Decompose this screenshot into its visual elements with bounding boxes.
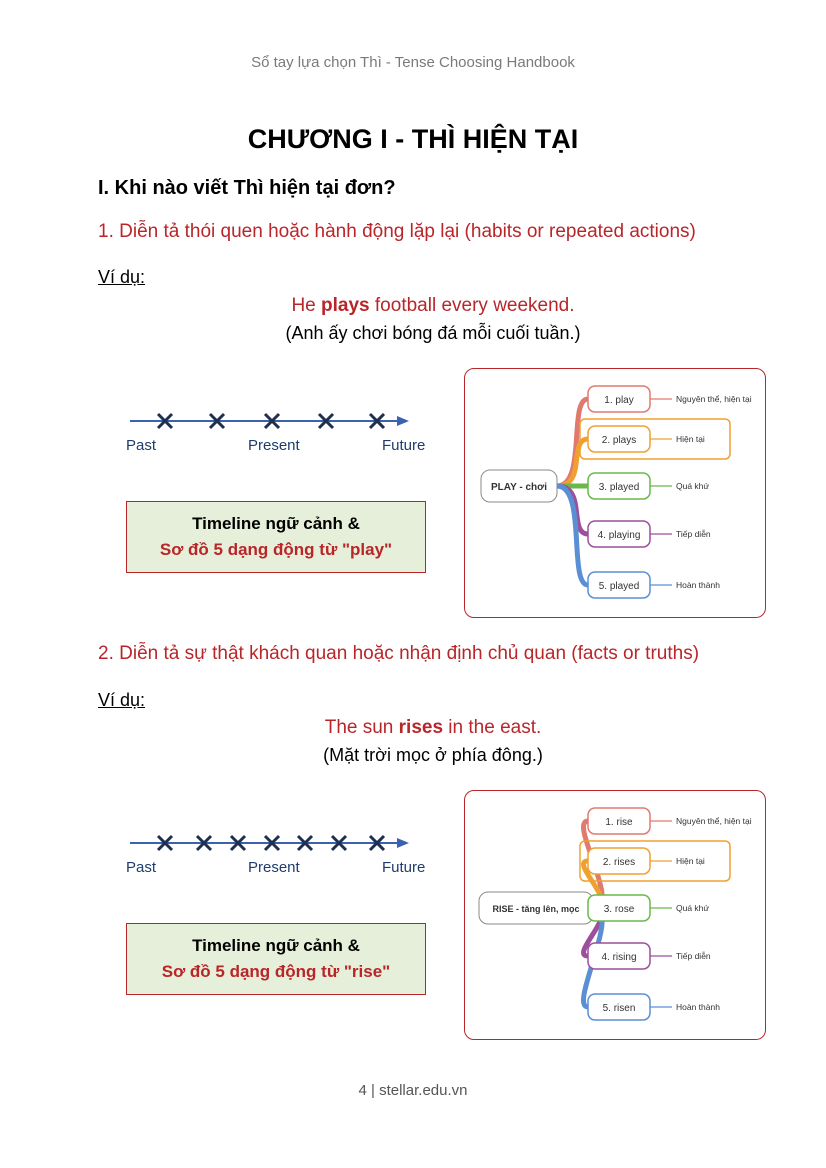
example-label-1: Ví dụ: [98, 267, 146, 287]
mindmap-node [588, 994, 720, 1020]
page-header: Sổ tay lựa chọn Thì - Tense Choosing Handbook [251, 54, 575, 71]
mindmap-node [588, 386, 752, 412]
mindmap-node-meaning: Quá khứ [676, 481, 710, 491]
example-after-2: in the east. [443, 717, 542, 738]
example-label-2: Ví dụ: [98, 690, 146, 710]
example-after-1: football every weekend. [369, 295, 575, 316]
example-verb-1: plays [321, 295, 370, 316]
mindmap-svg-2 [465, 791, 765, 1039]
mindmap-root [481, 470, 557, 502]
page-footer: 4 | stellar.edu.vn [358, 1082, 468, 1099]
point-heading-1: 1. Diễn tả thói quen hoặc hành động lặp lại (habits or repeated actions) [98, 221, 696, 242]
mindmap-node-form: 3. rose [603, 904, 635, 915]
caption-box-1 [126, 501, 426, 573]
mindmap-node [588, 943, 711, 969]
example-translation-1: (Anh ấy chơi bóng đá mỗi cuối tuần.) [285, 323, 581, 343]
arrow-head-icon [397, 416, 409, 426]
mindmap-node-meaning: Hoàn thành [676, 1002, 720, 1012]
mindmap-node-meaning: Quá khứ [676, 903, 710, 913]
arrow-head-icon [397, 838, 409, 848]
mindmap-node [580, 419, 730, 459]
mindmap-node-meaning: Hiện tại [676, 856, 705, 866]
mindmap-node-form: 4. rising [601, 952, 637, 963]
mindmap-node-form: 1. play [604, 395, 634, 406]
mindmap-node-meaning: Tiếp diễn [676, 529, 711, 539]
caption-box-2 [126, 923, 426, 995]
timeline-1 [124, 404, 424, 464]
caption-line1: Timeline ngữ cảnh & [192, 514, 360, 533]
mindmap-2 [464, 790, 766, 1040]
mindmap-node [588, 521, 711, 547]
mindmap-node [588, 572, 720, 598]
section-title: I. Khi nào viết Thì hiện tại đơn? [98, 177, 396, 199]
timeline-past-label: Past [126, 437, 157, 454]
point-heading-2: 2. Diễn tả sự thật khách quan hoặc nhận định chủ quan (facts or truths) [98, 643, 700, 664]
mindmap-1 [464, 368, 766, 618]
mindmap-node-form: 1. rise [605, 817, 633, 828]
timeline-present-label: Present [248, 859, 300, 876]
mindmap-node-meaning: Nguyên thể, hiện tại [676, 816, 752, 826]
timeline-present-label: Present [248, 437, 300, 454]
mindmap-node-form: 2. rises [602, 857, 636, 868]
chapter-title: CHƯƠNG I - THÌ HIỆN TẠI [247, 124, 579, 154]
mindmap-root-label: RISE - tăng lên, mọc [492, 904, 580, 914]
mindmap-node-meaning: Nguyên thể, hiện tại [676, 394, 752, 404]
mindmap-root-label: PLAY - chơi [490, 482, 548, 493]
mindmap-node-form: 5. played [598, 581, 640, 592]
mindmap-node-form: 4. playing [597, 530, 641, 541]
mindmap-node [588, 895, 709, 921]
example-before-1: He [291, 295, 322, 316]
timeline-past-label: Past [126, 859, 157, 876]
caption-line2: Sơ đồ 5 dạng động từ "rise" [161, 962, 391, 981]
mindmap-root [479, 892, 593, 924]
mindmap-svg-1 [465, 369, 765, 617]
mindmap-node-meaning: Hoàn thành [676, 580, 720, 590]
mindmap-node-meaning: Hiện tại [676, 434, 705, 444]
mindmap-node [588, 808, 752, 834]
mindmap-node-meaning: Tiếp diễn [676, 951, 711, 961]
timeline-future-label: Future [382, 437, 426, 454]
mindmap-node [580, 841, 730, 881]
example-verb-2: rises [398, 717, 444, 738]
timeline-future-label: Future [382, 859, 426, 876]
mindmap-node-form: 2. plays [601, 435, 637, 446]
example-translation-2: (Mặt trời mọc ở phía đông.) [323, 745, 543, 765]
example-sentence-1 [0, 295, 826, 317]
example-before-2: The sun [324, 717, 399, 738]
mindmap-node-form: 3. played [598, 482, 640, 493]
mindmap-node-form: 5. risen [602, 1003, 636, 1014]
example-sentence-2 [0, 717, 826, 739]
caption-line1: Timeline ngữ cảnh & [192, 936, 360, 955]
timeline-2 [124, 826, 424, 886]
mindmap-node [588, 473, 709, 499]
caption-line2: Sơ đồ 5 dạng động từ "play" [159, 540, 393, 559]
